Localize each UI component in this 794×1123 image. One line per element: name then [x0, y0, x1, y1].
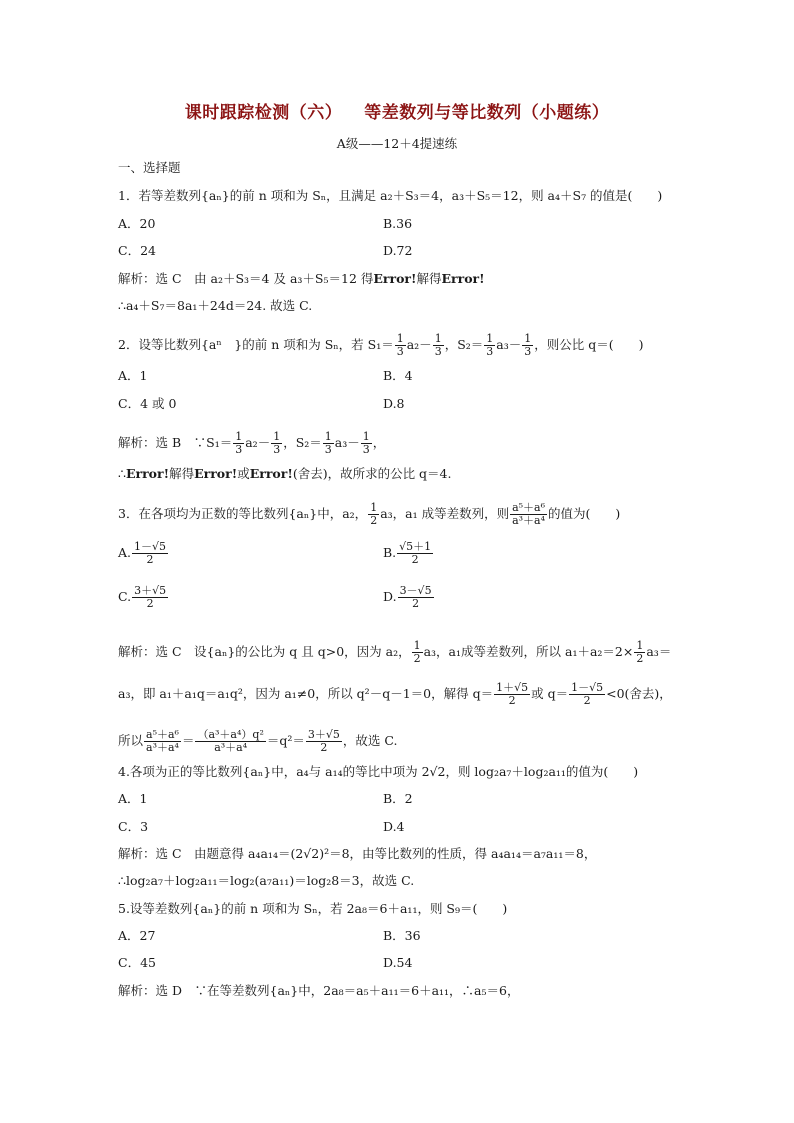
therefore-symbol: ∴	[118, 466, 126, 481]
question-2-stem	[118, 333, 643, 358]
numerator: a⁵＋a⁶	[512, 501, 546, 514]
q4-option-a: A．1	[118, 791, 148, 806]
q2-solution-line-1	[118, 431, 385, 456]
denominator: 2	[412, 597, 420, 610]
q3-sol1-a: 解析：选 C 设{aₙ}的公比为 q 且 q>0，因为 a₂，	[118, 644, 411, 659]
q3-solution-line-1	[118, 640, 671, 665]
q2-option-d: D.8	[383, 396, 405, 411]
numerator: 1	[235, 430, 243, 443]
q5-option-d: D.54	[383, 955, 413, 970]
denominator: 3	[324, 443, 332, 456]
title-part-1: 课时跟踪检测（六）	[184, 103, 343, 123]
q2-sol-c: ，S₂＝	[283, 435, 322, 450]
q4-option-c: C．3	[118, 819, 149, 834]
q3-sol1-b: a₃，a₁成等差数列，所以 a₁＋a₂＝2×	[423, 644, 634, 659]
option-fraction	[132, 585, 168, 610]
denominator: 3	[524, 345, 532, 358]
q2-error-3: Error!	[249, 466, 293, 481]
option-label: D.	[383, 589, 397, 604]
ratio-fraction	[144, 729, 181, 754]
numerator: 1－√5	[134, 540, 167, 553]
q2-sol-b: a₂－	[245, 435, 271, 450]
numerator: 1	[273, 430, 281, 443]
q1-error-1: Error!	[373, 271, 417, 286]
q3-sol3-c: ＝q²＝	[266, 733, 305, 748]
q3-solution-line-3	[118, 729, 397, 754]
fraction-one-third	[323, 431, 334, 456]
numerator: 1－√5	[571, 681, 604, 694]
denominator: 2	[508, 694, 516, 707]
fraction-one-third	[522, 333, 533, 358]
q4-solution-line-1: 解析：选 C 由题意得 a₄a₁₄＝(2√2)²＝8，由等比数列的性质，得 a₄a₁₄＝a₇a₁₁＝8，	[118, 846, 597, 861]
q2-sol-e: ，	[372, 435, 386, 450]
q3-stem-a: 3．在各项均为正数的等比数列{aₙ}中，a₂，	[118, 506, 368, 521]
numerator: √5＋1	[399, 540, 432, 553]
q2-stem-d: a₃－	[496, 337, 522, 352]
q3-sol2-a: a₃，即 a₁＋a₁q＝a₁q²，因为 a₁≠0，所以 q²－q－1＝0，解得 q＝	[118, 686, 494, 701]
equals: ＝	[181, 733, 195, 748]
denominator: 3	[486, 345, 494, 358]
q5-option-b: B．36	[383, 928, 421, 943]
fraction-one-half	[368, 502, 379, 527]
q5-solution-line-1: 解析：选 D ∵在等差数列{aₙ}中，2a₈＝a₅＋a₁₁＝6＋a₁₁，∴a₅＝6，	[118, 983, 520, 998]
q2-stem-e: ，则公比 q＝( )	[534, 337, 644, 352]
q1-solution-text: 解析：选 C 由 a₂＋S₃＝4 及 a₃＋S₅＝12 得	[118, 271, 374, 286]
q3-sol3-d: ，故选 C.	[342, 733, 398, 748]
q2-solution-line-2	[118, 466, 451, 482]
numerator: a⁵＋a⁶	[146, 728, 179, 741]
q3-sol2-c: <0(舍去)，	[606, 686, 672, 701]
page-title	[0, 98, 794, 123]
q2-sol-a: 解析：选 B ∵S₁＝	[118, 435, 233, 450]
q2-sol2-d: (舍去)，故所求的公比 q＝4.	[292, 466, 452, 481]
q1-option-c: C．24	[118, 243, 156, 258]
numerator: 3＋√5	[307, 728, 340, 741]
denominator: 2	[370, 514, 378, 527]
denominator: 2	[320, 741, 328, 754]
fraction-one-third	[361, 431, 372, 456]
numerator: 1	[413, 639, 421, 652]
denominator: 2	[583, 694, 591, 707]
q2-sol2-b: 解得	[169, 466, 195, 481]
ratio-fraction	[195, 729, 265, 754]
q1-solution-line-1	[118, 271, 485, 287]
fraction-expression	[510, 502, 547, 527]
option-fraction	[398, 585, 434, 610]
q3-option-c	[118, 585, 169, 610]
numerator: 1＋√5	[496, 681, 529, 694]
numerator: 1	[524, 332, 532, 345]
q2-option-c: C．4 或 0	[118, 396, 177, 411]
numerator: （a³＋a⁴）q²	[197, 728, 264, 741]
numerator: 3－√5	[399, 584, 432, 597]
denominator: a³＋a⁴	[512, 514, 546, 527]
numerator: 1	[324, 430, 332, 443]
denominator: 2	[146, 597, 154, 610]
fraction-one-third	[484, 333, 495, 358]
title-part-2: 等差数列与等比数列（小题练）	[364, 103, 610, 123]
question-1-stem: 1．若等差数列{aₙ}的前 n 项和为 Sₙ，且满足 a₂＋S₃＝4，a₃＋S₅＝12，则 a₄＋S₇ 的值是( )	[118, 188, 663, 203]
option-fraction	[132, 541, 168, 566]
q3-solution-line-2	[118, 682, 672, 707]
denominator: 3	[362, 443, 370, 456]
q3-option-a	[118, 541, 169, 566]
section-heading: 一、选择题	[118, 160, 181, 175]
q4-option-b: B．2	[383, 791, 413, 806]
q1-option-b: B.36	[383, 216, 413, 231]
result-fraction	[306, 729, 342, 754]
q3-sol3-a: 所以	[118, 733, 144, 748]
root-fraction	[494, 682, 530, 707]
numerator: 1	[362, 430, 370, 443]
denominator: 2	[413, 652, 421, 665]
q5-option-a: A．27	[118, 928, 156, 943]
numerator: 3＋√5	[134, 584, 167, 597]
q2-error-1: Error!	[125, 466, 170, 481]
fraction-one-third	[395, 333, 406, 358]
q2-stem-a: 2．设等比数列{aⁿ }的前 n 项和为 Sₙ，若 S₁＝	[118, 337, 394, 352]
denominator: 3	[235, 443, 243, 456]
numerator: 1	[396, 332, 404, 345]
denominator: 2	[146, 553, 154, 566]
option-fraction	[397, 541, 433, 566]
q2-stem-c: ，S₂＝	[444, 337, 484, 352]
denominator: a³＋a⁴	[146, 741, 179, 754]
q3-sol1-c: a₃＝	[646, 644, 672, 659]
q3-option-b	[383, 541, 434, 566]
option-label: B.	[383, 545, 397, 560]
q2-sol2-c: 或	[237, 466, 250, 481]
question-5-stem: 5.设等差数列{aₙ}的前 n 项和为 Sₙ，若 2a₈＝6＋a₁₁，则 S₉＝( )	[118, 901, 508, 916]
level-subtitle: A级——12＋4提速练	[336, 136, 458, 151]
q3-sol2-b: 或 q＝	[531, 686, 569, 701]
q2-option-b: B．4	[383, 368, 413, 383]
fraction-one-third	[271, 431, 282, 456]
fraction-one-half	[412, 640, 423, 665]
q4-option-d: D.4	[383, 819, 405, 834]
q2-stem-b: a₂－	[406, 337, 432, 352]
q1-option-d: D.72	[383, 243, 413, 258]
option-label: C.	[118, 589, 132, 604]
q3-stem-c: 的值为( )	[548, 506, 621, 521]
fraction-one-third	[233, 431, 244, 456]
q1-error-2: Error!	[441, 271, 485, 286]
fraction-one-third	[433, 333, 444, 358]
question-3-stem	[118, 502, 620, 527]
q5-option-c: C．45	[118, 955, 156, 970]
numerator: 1	[636, 639, 644, 652]
numerator: 1	[370, 501, 378, 514]
root-fraction	[569, 682, 605, 707]
denominator: 3	[396, 345, 404, 358]
q4-solution-line-2: ∴log₂a₇＋log₂a₁₁＝log₂(a₇a₁₁)＝log₂8＝3，故选 C.	[118, 873, 415, 888]
denominator: 2	[411, 553, 419, 566]
q2-error-2: Error!	[194, 466, 238, 481]
q3-stem-b: a₃，a₁ 成等差数列，则	[380, 506, 510, 521]
q3-option-d	[383, 585, 435, 610]
denominator: 3	[273, 443, 281, 456]
option-label: A.	[118, 545, 132, 560]
q1-solution-text-b: 解得	[416, 271, 442, 286]
q1-solution-line-2: ∴a₄＋S₇＝8a₁＋24d＝24. 故选 C.	[118, 298, 313, 313]
q2-sol-d: a₃－	[334, 435, 360, 450]
numerator: 1	[434, 332, 442, 345]
fraction-one-half	[634, 640, 645, 665]
question-4-stem: 4.各项为正的等比数列{aₙ}中，a₄与 a₁₄的等比中项为 2√2，则 log₂a₇＋log₂a₁₁的值为( )	[118, 764, 639, 779]
q2-option-a: A．1	[118, 368, 148, 383]
denominator: 3	[434, 345, 442, 358]
q1-option-a: A．20	[118, 216, 156, 231]
denominator: 2	[636, 652, 644, 665]
numerator: 1	[486, 332, 494, 345]
denominator: a³＋a⁴	[214, 741, 248, 754]
